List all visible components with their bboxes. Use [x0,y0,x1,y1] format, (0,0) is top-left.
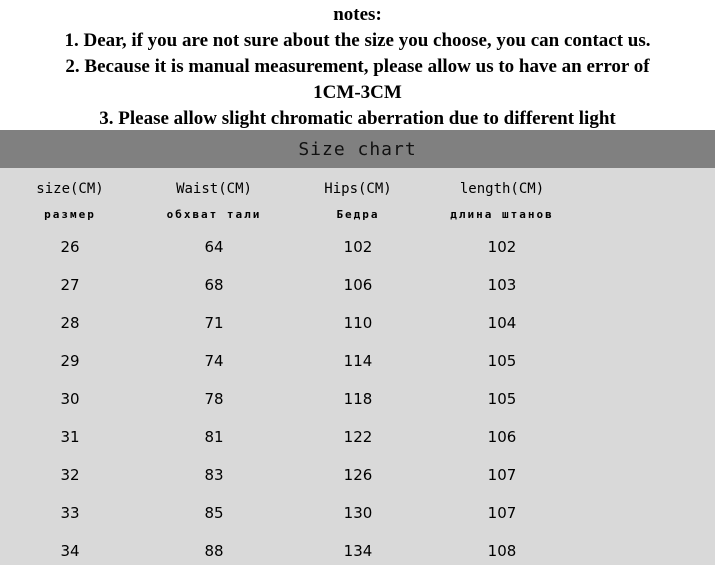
header-hips: Hips(CM) [324,181,392,197]
note-line: 1CM-3CM [313,82,402,103]
table-cell: 85 [204,504,224,522]
table-cell: 105 [487,390,517,408]
table-row [0,390,715,428]
table-cell: 106 [487,428,517,446]
table-cell: 130 [343,504,373,522]
header-length-ru: длина штанов [450,208,554,221]
size-chart-banner [0,130,715,168]
table-row [0,504,715,542]
table-cell: 30 [60,390,80,408]
table-row [0,542,715,580]
table-cell: 106 [343,276,373,294]
notes-section [0,0,715,130]
table-row [0,238,715,276]
table-cell: 107 [487,504,517,522]
header-size-ru: размер [44,208,96,221]
note-line: 3. Please allow slight chromatic aberration due to different light [99,108,616,129]
header-waist: Waist(CM) [176,181,252,197]
table-cell: 107 [487,466,517,484]
table-cell: 122 [343,428,373,446]
table-row [0,314,715,352]
table-cell: 34 [60,542,80,560]
table-cell: 28 [60,314,80,332]
table-cell: 71 [204,314,224,332]
table-cell: 33 [60,504,80,522]
table-cell: 64 [204,238,224,256]
table-cell: 114 [343,352,373,370]
table-cell: 110 [343,314,373,332]
table-row [0,466,715,504]
table-cell: 29 [60,352,80,370]
table-cell: 108 [487,542,517,560]
table-cell: 103 [487,276,517,294]
table-cell: 32 [60,466,80,484]
header-hips-ru: Бедра [336,208,380,221]
table-cell: 102 [343,238,373,256]
table-cell: 126 [343,466,373,484]
table-cell: 102 [487,238,517,256]
table-cell: 27 [60,276,80,294]
table-cell: 74 [204,352,224,370]
note-line: 1. Dear, if you are not sure about the size you choose, you can contact us. [64,30,651,51]
note-line: 2. Because it is manual measurement, please allow us to have an error of [65,56,650,77]
table-cell: 104 [487,314,517,332]
table-cell: 81 [204,428,224,446]
size-chart-title: Size chart [298,138,417,160]
table-cell: 118 [343,390,373,408]
header-waist-ru: обхват тали [166,208,262,221]
table-cell: 83 [204,466,224,484]
table-cell: 134 [343,542,373,560]
table-cell: 68 [204,276,224,294]
header-size: size(CM) [36,181,104,197]
table-cell: 26 [60,238,80,256]
notes-title: notes: [333,4,382,25]
size-table [0,168,715,565]
table-cell: 78 [204,390,224,408]
table-cell: 31 [60,428,80,446]
table-row [0,276,715,314]
table-cell: 88 [204,542,224,560]
table-cell: 105 [487,352,517,370]
table-row [0,428,715,466]
header-length: length(CM) [459,181,545,197]
table-row [0,352,715,390]
